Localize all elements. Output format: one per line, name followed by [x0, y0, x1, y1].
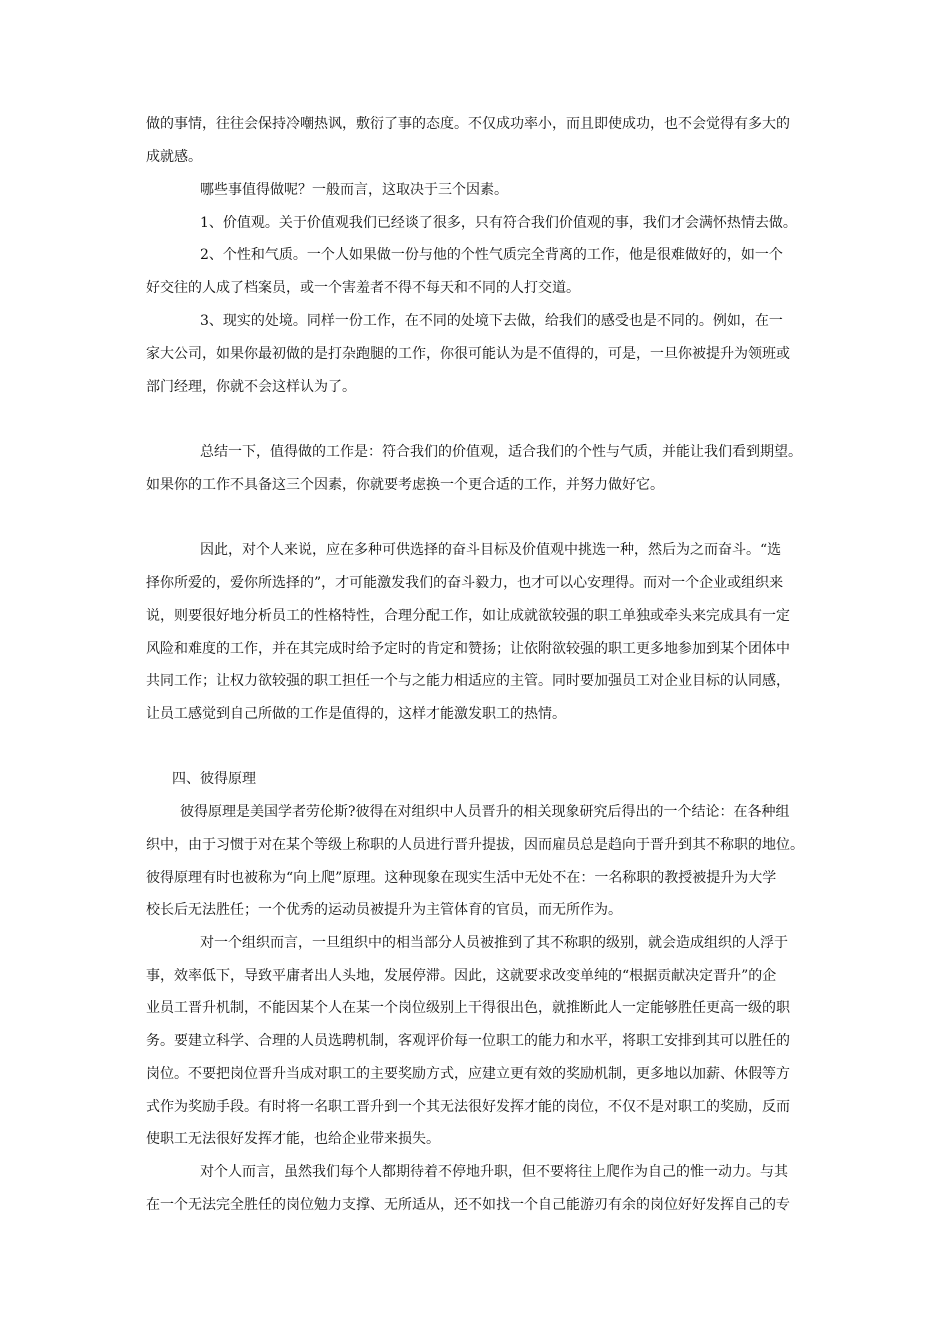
text-line: 因此，对个人来说，应在多种可供选择的奋斗目标及价值观中挑选一种，然后为之而奋斗。“选: [200, 542, 782, 558]
text-line: 择你所爱的，爱你所选择的”，才可能激发我们的奋斗毅力，也才可以心安理得。而对一个企业或组织来: [146, 575, 784, 591]
text-line: 共同工作；让权力欲较强的职工担任一个与之能力相适应的主管。同时要加强员工对企业目标的认同感，: [146, 673, 790, 689]
text-line: 成就感。: [146, 149, 202, 165]
text-line: 1、价值观。关于价值观我们已经谈了很多，只有符合我们价值观的事，我们才会满怀热情去做。: [200, 215, 797, 231]
text-line: 家大公司，如果你最初做的是打杂跑腿的工作，你很可能认为是不值得的，可是，一旦你被提升为领班或: [146, 346, 790, 362]
text-line: 织中，由于习惯于对在某个等级上称职的人员进行晋升提拔，因而雇员总是趋向于晋升到其不称职的地位。: [146, 837, 804, 853]
text-line: 业员工晋升机制，不能因某个人在某一个岗位级别上干得很出色，就推断此人一定能够胜任更高一级的职: [146, 1000, 790, 1016]
text-line: 3、现实的处境。同样一份工作，在不同的处境下去做，给我们的感受也是不同的。例如，在一: [200, 313, 783, 329]
text-line: 校长后无法胜任；一个优秀的运动员被提升为主管体育的官员，而无所作为。: [146, 902, 622, 918]
text-line: 哪些事值得做呢？一般而言，这取决于三个因素。: [200, 182, 508, 198]
text-line: 使职工无法很好发挥才能，也给企业带来损失。: [146, 1131, 440, 1147]
text-line: 式作为奖励手段。有时将一名职工晋升到一个其无法很好发挥才能的岗位，不仅不是对职工的奖励，反而: [146, 1099, 790, 1115]
text-line: 对一个组织而言，一旦组织中的相当部分人员被推到了其不称职的级别，就会造成组织的人浮于: [200, 935, 788, 951]
text-line: 2、个性和气质。一个人如果做一份与他的个性气质完全背离的工作，他是很难做好的，如一个: [200, 247, 783, 263]
text-line: 岗位。不要把岗位晋升当成对职工的主要奖励方式，应建立更有效的奖励机制，更多地以加薪、休假等方: [146, 1066, 790, 1082]
text-line: 彼得原理有时也被称为“向上爬”原理。这种现象在现实生活中无处不在：一名称职的教授被提升为大学: [146, 870, 777, 886]
text-line: 做的事情，往往会保持冷嘲热讽，敷衍了事的态度。不仅成功率小，而且即使成功，也不会觉得有多大的: [146, 116, 790, 132]
text-line: 事，效率低下，导致平庸者出人头地，发展停滞。因此，这就要求改变单纯的“根据贡献决定晋升”的企: [146, 968, 777, 984]
text-line: 总结一下，值得做的工作是：符合我们的价值观，适合我们的个性与气质，并能让我们看到期望。: [200, 444, 802, 460]
text-line: 部门经理，你就不会这样认为了。: [146, 379, 356, 395]
text-line: 在一个无法完全胜任的岗位勉力支撑、无所适从，还不如找一个自己能游刃有余的岗位好好发挥自己的专: [146, 1197, 790, 1213]
text-line: 对个人而言，虽然我们每个人都期待着不停地升职，但不要将往上爬作为自己的惟一动力。与其: [200, 1164, 788, 1180]
text-line: 让员工感觉到自己所做的工作是值得的，这样才能激发职工的热情。: [146, 706, 566, 722]
text-line: 彼得原理是美国学者劳伦斯?彼得在对组织中人员晋升的相关现象研究后得出的一个结论：在各种组: [180, 804, 790, 820]
text-line: 风险和难度的工作，并在其完成时给予定时的肯定和赞扬；让依附欲较强的职工更多地参加到某个团体中: [146, 641, 790, 657]
text-line: 如果你的工作不具备这三个因素，你就要考虑换一个更合适的工作，并努力做好它。: [146, 477, 664, 493]
text-line: 说，则要很好地分析员工的性格特性，合理分配工作，如让成就欲较强的职工单独或牵头来完成具有一定: [146, 608, 790, 624]
text-line: 好交往的人成了档案员，或一个害羞者不得不每天和不同的人打交道。: [146, 280, 580, 296]
text-line: 务。要建立科学、合理的人员选聘机制，客观评价每一位职工的能力和水平，将职工安排到其可以胜任的: [146, 1033, 790, 1049]
section-heading: 四、彼得原理: [172, 771, 256, 787]
